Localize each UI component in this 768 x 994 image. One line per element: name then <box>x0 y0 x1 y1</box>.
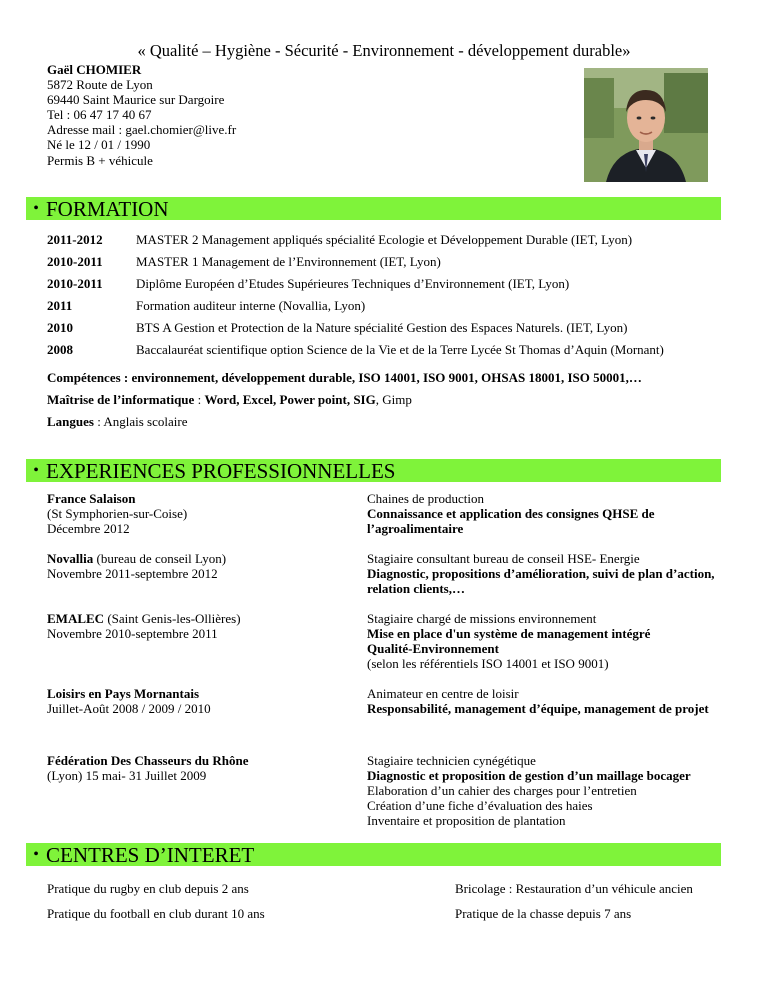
address-line-1: 5872 Route de Lyon <box>47 77 153 93</box>
formation-desc: Baccalauréat scientifique option Science de la Vie et de la Terre Lycée St Thomas d’Aquin (Mornant) <box>136 342 664 357</box>
it-label: Maîtrise de l’informatique <box>47 392 195 407</box>
section-interests <box>26 843 721 866</box>
interest-item: Bricolage : Restauration d’un véhicule ancien <box>455 881 693 896</box>
job-role: Stagiaire consultant bureau de conseil HSE- Energie <box>367 551 640 566</box>
experience-description <box>367 753 747 828</box>
bullet-icon: • <box>33 200 39 217</box>
email-address: Adresse mail : gael.chomier@live.fr <box>47 122 237 138</box>
bullet-icon: • <box>33 846 39 863</box>
formation-year: 2011-2012 <box>47 232 103 247</box>
section-title: FORMATION <box>46 197 169 221</box>
employer-line: Juillet-Août 2008 / 2009 / 2010 <box>47 701 211 716</box>
interest-item: Pratique du rugby en club depuis 2 ans <box>47 881 249 896</box>
driving-license: Permis B + véhicule <box>47 152 153 168</box>
job-extra: Création d’une fiche d’évaluation des haies <box>367 798 593 813</box>
formation-desc: MASTER 1 Management de l’Environnement (IET, Lyon) <box>136 254 441 269</box>
employer-line: Décembre 2012 <box>47 521 130 536</box>
employer-name: EMALEC <box>47 611 105 626</box>
phone-number: Tel : 06 47 17 40 67 <box>47 107 152 123</box>
employer-line: (St Symphorien-sur-Coise) <box>47 506 188 521</box>
experience-description <box>367 686 727 716</box>
job-role: Chaines de production <box>367 491 484 506</box>
bullet-icon: • <box>33 462 39 479</box>
job-tasks: Responsabilité, management d’équipe, management de projet <box>367 701 709 716</box>
employer-line: Novembre 2011-septembre 2012 <box>47 566 218 581</box>
job-role: Stagiaire chargé de missions environnement <box>367 611 597 626</box>
employer-name: Novallia <box>47 551 94 566</box>
employer-detail: (bureau de conseil Lyon) <box>93 551 227 566</box>
identity-block <box>47 62 236 168</box>
experience-description <box>367 491 727 536</box>
it-separator: : <box>194 392 205 407</box>
section-formation <box>26 197 721 220</box>
job-extra: Elaboration d’un cahier des charges pour l’entretien <box>367 783 637 798</box>
experience-employer <box>47 611 327 641</box>
interest-item: Pratique du football en club durant 10 ans <box>47 906 265 921</box>
job-tasks: Diagnostic et proposition de gestion d’un maillage bocager <box>367 768 691 783</box>
experience-description <box>367 551 727 596</box>
languages-label: Langues <box>47 414 94 429</box>
formation-desc: Diplôme Européen d’Etudes Supérieures Techniques d’Environnement (IET, Lyon) <box>136 276 570 291</box>
experience-description <box>367 611 727 671</box>
job-tasks: Mise en place d'un système de management intégré Qualité-Environnement <box>367 626 651 656</box>
job-extra: (selon les référentiels ISO 14001 et ISO 9001) <box>367 656 609 671</box>
it-tools: Word, Excel, Power point, SIG <box>204 392 376 407</box>
formation-year: 2011 <box>47 298 73 313</box>
section-title: CENTRES D’INTERET <box>46 843 255 867</box>
employer-line: (Lyon) 15 mai- 31 Juillet 2009 <box>47 768 207 783</box>
formation-year: 2010-2011 <box>47 254 103 269</box>
formation-desc: BTS A Gestion et Protection de la Nature spécialité Gestion des Espaces Naturels. (IET, Lyon) <box>136 320 628 335</box>
job-tasks: Connaissance et application des consignes QHSE de l’agroalimentaire <box>367 506 655 536</box>
profile-photo <box>584 68 708 182</box>
experience-employer <box>47 753 327 783</box>
employer-name: France Salaison <box>47 491 136 506</box>
employer-detail: (Saint Genis-les-Ollières) <box>104 611 241 626</box>
section-experiences <box>26 459 721 482</box>
languages-value: : Anglais scolaire <box>93 414 188 429</box>
address-line-2: 69440 Saint Maurice sur Dargoire <box>47 92 225 108</box>
job-role: Stagiaire technicien cynégétique <box>367 753 536 768</box>
employer-name: Loisirs en Pays Mornantais <box>47 686 200 701</box>
formation-year: 2008 <box>47 342 73 357</box>
job-tasks: Diagnostic, propositions d’amélioration, suivi de plan d’action, relation clients,… <box>367 566 715 596</box>
employer-line: Novembre 2010-septembre 2011 <box>47 626 218 641</box>
job-extra: Inventaire et proposition de plantation <box>367 813 566 828</box>
competences-line: Compétences : environnement, développement durable, ISO 14001, ISO 9001, OHSAS 18001, ISO 50001,… <box>47 370 642 385</box>
interest-item: Pratique de la chasse depuis 7 ans <box>455 906 632 921</box>
languages-line <box>47 414 187 429</box>
formation-year: 2010-2011 <box>47 276 103 291</box>
formation-desc: Formation auditeur interne (Novallia, Lyon) <box>136 298 366 313</box>
header-banner: « Qualité – Hygiène - Sécurité - Environnement - développement durable» <box>137 41 631 60</box>
employer-name: Fédération Des Chasseurs du Rhône <box>47 753 249 768</box>
candidate-name: Gaël CHOMIER <box>47 62 142 77</box>
formation-year: 2010 <box>47 320 73 335</box>
it-skills-line <box>47 392 412 407</box>
birth-date: Né le 12 / 01 / 1990 <box>47 137 151 153</box>
experience-employer <box>47 551 327 581</box>
formation-desc: MASTER 2 Management appliqués spécialité Ecologie et Développement Durable (IET, Lyon) <box>136 232 633 247</box>
section-title: EXPERIENCES PROFESSIONNELLES <box>46 459 396 483</box>
experience-employer <box>47 491 327 536</box>
it-tools-extra: , Gimp <box>375 392 412 407</box>
experience-employer <box>47 686 327 716</box>
job-role: Animateur en centre de loisir <box>367 686 519 701</box>
